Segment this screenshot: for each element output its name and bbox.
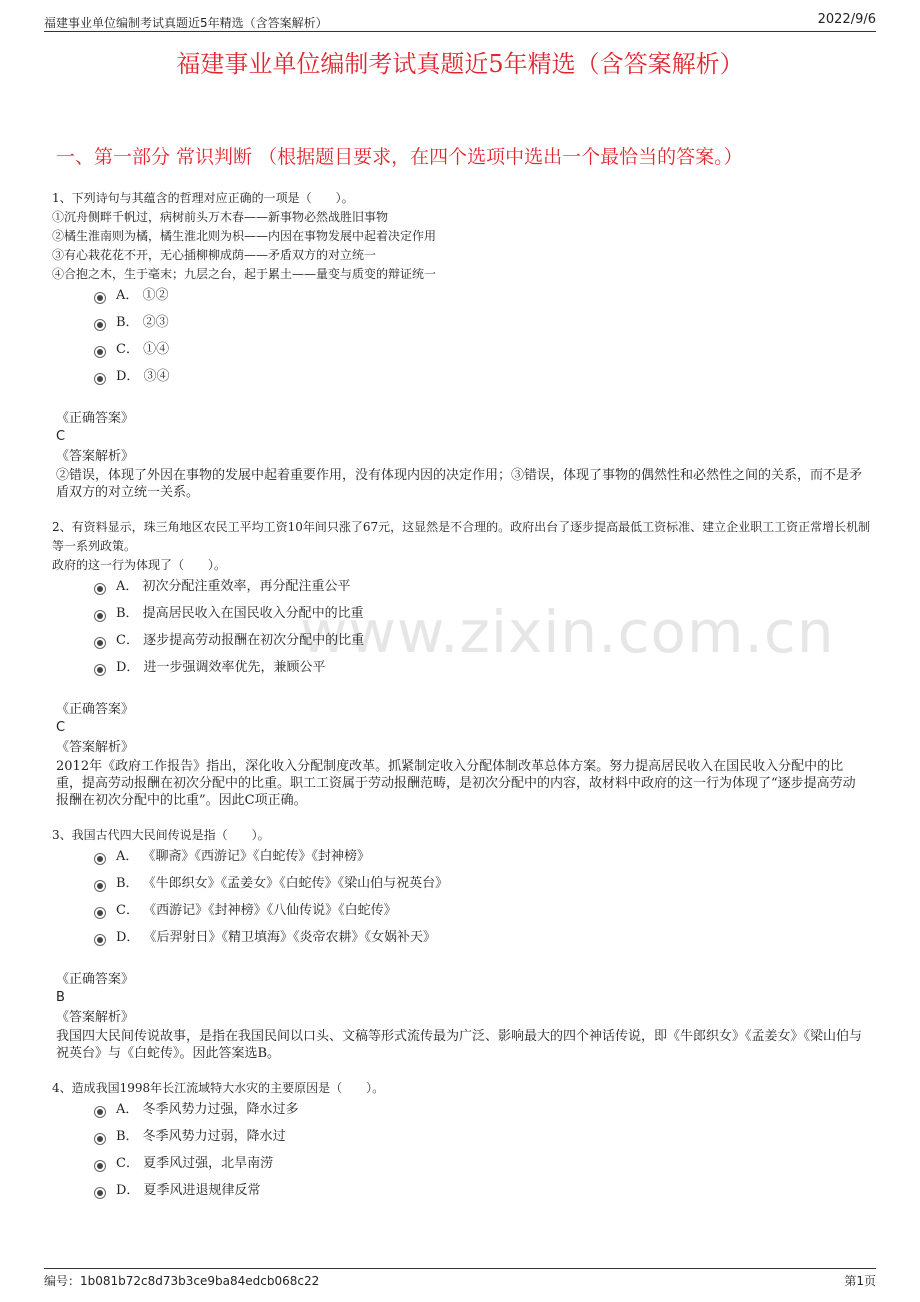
radio-icon[interactable] bbox=[94, 292, 106, 304]
header-divider bbox=[44, 31, 876, 32]
question-line: ①沉舟侧畔千帆过，病树前头万木春——新事物必然战胜旧事物 bbox=[52, 210, 389, 224]
watermark: www.zixin.com.cn bbox=[300, 598, 835, 666]
q3-answer: B bbox=[56, 990, 65, 1005]
explanation-label: 《答案解析》 bbox=[56, 740, 135, 755]
q2-option-a[interactable] bbox=[94, 578, 351, 596]
question-line: ③有心栽花花不开，无心插柳柳成荫——矛盾双方的对立统一 bbox=[52, 248, 377, 262]
option-label: D． ③④ bbox=[116, 369, 170, 384]
question-line: ④合抱之木，生于毫末；九层之台，起于累土——量变与质变的辩证统一 bbox=[52, 267, 437, 281]
question-stem: 2、有资料显示，珠三角地区农民工平均工资10年间只涨了67元，这显然是不合理的。政府出台了逐步提高最低工资标准、建立企业职工工资正常增长机制等一系列政策。 bbox=[52, 520, 871, 553]
radio-icon[interactable] bbox=[94, 637, 106, 649]
option-label: A． ①② bbox=[116, 288, 169, 303]
question-line: ②橘生淮南则为橘，橘生淮北则为枳——内因在事物发展中起着决定作用 bbox=[52, 229, 437, 243]
q1-option-c[interactable] bbox=[94, 341, 169, 359]
option-label: C． 夏季风过强，北旱南涝 bbox=[116, 1156, 274, 1171]
q2-answer: C bbox=[56, 720, 66, 735]
q2-option-d[interactable] bbox=[94, 659, 326, 677]
q2-explanation: 2012年《政府工作报告》指出，深化收入分配制度改革。抓紧制定收入分配体制改革总体方案。努力提高居民收入在国民收入分配中的比重，提高劳动报酬在初次分配中的比重。职工工资属于劳动报酬范畴，是初次分配中的内容，故材料中政府的这一行为体现了“逐步提高劳动报酬在初次分配中的比重”。因此C项正确。 bbox=[56, 759, 856, 808]
option-label: B． ②③ bbox=[116, 315, 169, 330]
document-id: 编号：1b081b72c8d73b3ce9ba84edcb068c22 bbox=[44, 1274, 320, 1288]
section-heading: 一、第一部分 常识判断 （根据题目要求，在四个选项中选出一个最恰当的答案。） bbox=[56, 146, 743, 168]
option-label: B． 冬季风势力过弱，降水过 bbox=[116, 1129, 286, 1144]
q4-option-b[interactable] bbox=[94, 1128, 286, 1146]
header-title: 福建事业单位编制考试真题近5年精选（含答案解析） bbox=[44, 16, 328, 30]
radio-icon[interactable] bbox=[94, 1160, 106, 1172]
q2-option-c[interactable] bbox=[94, 632, 364, 650]
q3-option-b[interactable] bbox=[94, 875, 448, 893]
radio-icon[interactable] bbox=[94, 1106, 106, 1118]
radio-icon[interactable] bbox=[94, 934, 106, 946]
q1-explanation: ②错误，体现了外因在事物的发展中起着重要作用，没有体现内因的决定作用；③错误，体现了事物的偶然性和必然性之间的关系，而不是矛盾双方的对立统一关系。 bbox=[56, 468, 863, 500]
answer-label: 《正确答案》 bbox=[56, 702, 135, 717]
option-label: B． 提高居民收入在国民收入分配中的比重 bbox=[116, 606, 364, 621]
radio-icon[interactable] bbox=[94, 319, 106, 331]
option-label: D． 进一步强调效率优先，兼顾公平 bbox=[116, 660, 326, 675]
q3-option-d[interactable] bbox=[94, 929, 436, 947]
option-label: C． 逐步提高劳动报酬在初次分配中的比重 bbox=[116, 633, 365, 648]
option-label: A． 冬季风势力过强，降水过多 bbox=[116, 1102, 299, 1117]
explanation-label: 《答案解析》 bbox=[56, 1010, 135, 1025]
option-label: B． 《牛郎织女》《孟姜女》《白蛇传》《梁山伯与祝英台》 bbox=[116, 876, 449, 891]
question-stem: 3、我国古代四大民间传说是指（ ）。 bbox=[52, 828, 270, 842]
explanation-label: 《答案解析》 bbox=[56, 449, 135, 464]
answer-label: 《正确答案》 bbox=[56, 411, 135, 426]
option-label: D． 《后羿射日》《精卫填海》《炎帝农耕》《女娲补天》 bbox=[116, 930, 437, 945]
question-4 bbox=[52, 1079, 872, 1098]
option-label: D． 夏季风进退规律反常 bbox=[116, 1183, 261, 1198]
answer-label: 《正确答案》 bbox=[56, 972, 135, 987]
q3-option-c[interactable] bbox=[94, 902, 397, 920]
q4-option-c[interactable] bbox=[94, 1155, 273, 1173]
radio-icon[interactable] bbox=[94, 664, 106, 676]
q1-answer: C bbox=[56, 429, 66, 444]
question-1 bbox=[52, 189, 872, 284]
q4-option-a[interactable] bbox=[94, 1101, 299, 1119]
page-header bbox=[44, 12, 876, 32]
question-stem: 1、下列诗句与其蕴含的哲理对应正确的一项是（ ）。 bbox=[52, 191, 354, 205]
document-title: 福建事业单位编制考试真题近5年精选（含答案解析） bbox=[176, 50, 744, 78]
question-3 bbox=[52, 826, 872, 845]
q1-option-a[interactable] bbox=[94, 287, 169, 305]
radio-icon[interactable] bbox=[94, 583, 106, 595]
q3-option-a[interactable] bbox=[94, 848, 370, 866]
question-2 bbox=[52, 518, 872, 575]
radio-icon[interactable] bbox=[94, 853, 106, 865]
radio-icon[interactable] bbox=[94, 907, 106, 919]
radio-icon[interactable] bbox=[94, 880, 106, 892]
option-label: A． 《聊斋》《西游记》《白蛇传》《封神榜》 bbox=[116, 849, 371, 864]
radio-icon[interactable] bbox=[94, 1187, 106, 1199]
option-label: C． ①④ bbox=[116, 342, 170, 357]
option-label: A． 初次分配注重效率，再分配注重公平 bbox=[116, 579, 351, 594]
question-stem: 4、造成我国1998年长江流域特大水灾的主要原因是（ ）。 bbox=[52, 1081, 385, 1095]
q4-option-d[interactable] bbox=[94, 1182, 261, 1200]
radio-icon[interactable] bbox=[94, 373, 106, 385]
question-line: 政府的这一行为体现了（ ）。 bbox=[52, 558, 227, 572]
option-label: C． 《西游记》《封神榜》《八仙传说》《白蛇传》 bbox=[116, 903, 397, 918]
q1-option-b[interactable] bbox=[94, 314, 169, 332]
radio-icon[interactable] bbox=[94, 346, 106, 358]
header-date: 2022/9/6 bbox=[817, 12, 876, 27]
q1-option-d[interactable] bbox=[94, 368, 170, 386]
radio-icon[interactable] bbox=[94, 1133, 106, 1145]
radio-icon[interactable] bbox=[94, 610, 106, 622]
footer-divider bbox=[44, 1268, 876, 1269]
q2-option-b[interactable] bbox=[94, 605, 364, 623]
page-number: 第1页 bbox=[844, 1274, 876, 1288]
q3-explanation: 我国四大民间传说故事，是指在我国民间以口头、文稿等形式流传最为广泛、影响最大的四个神话传说，即《牛郎织女》《孟姜女》《梁山伯与祝英台》与《白蛇传》。因此答案选B。 bbox=[56, 1029, 863, 1061]
